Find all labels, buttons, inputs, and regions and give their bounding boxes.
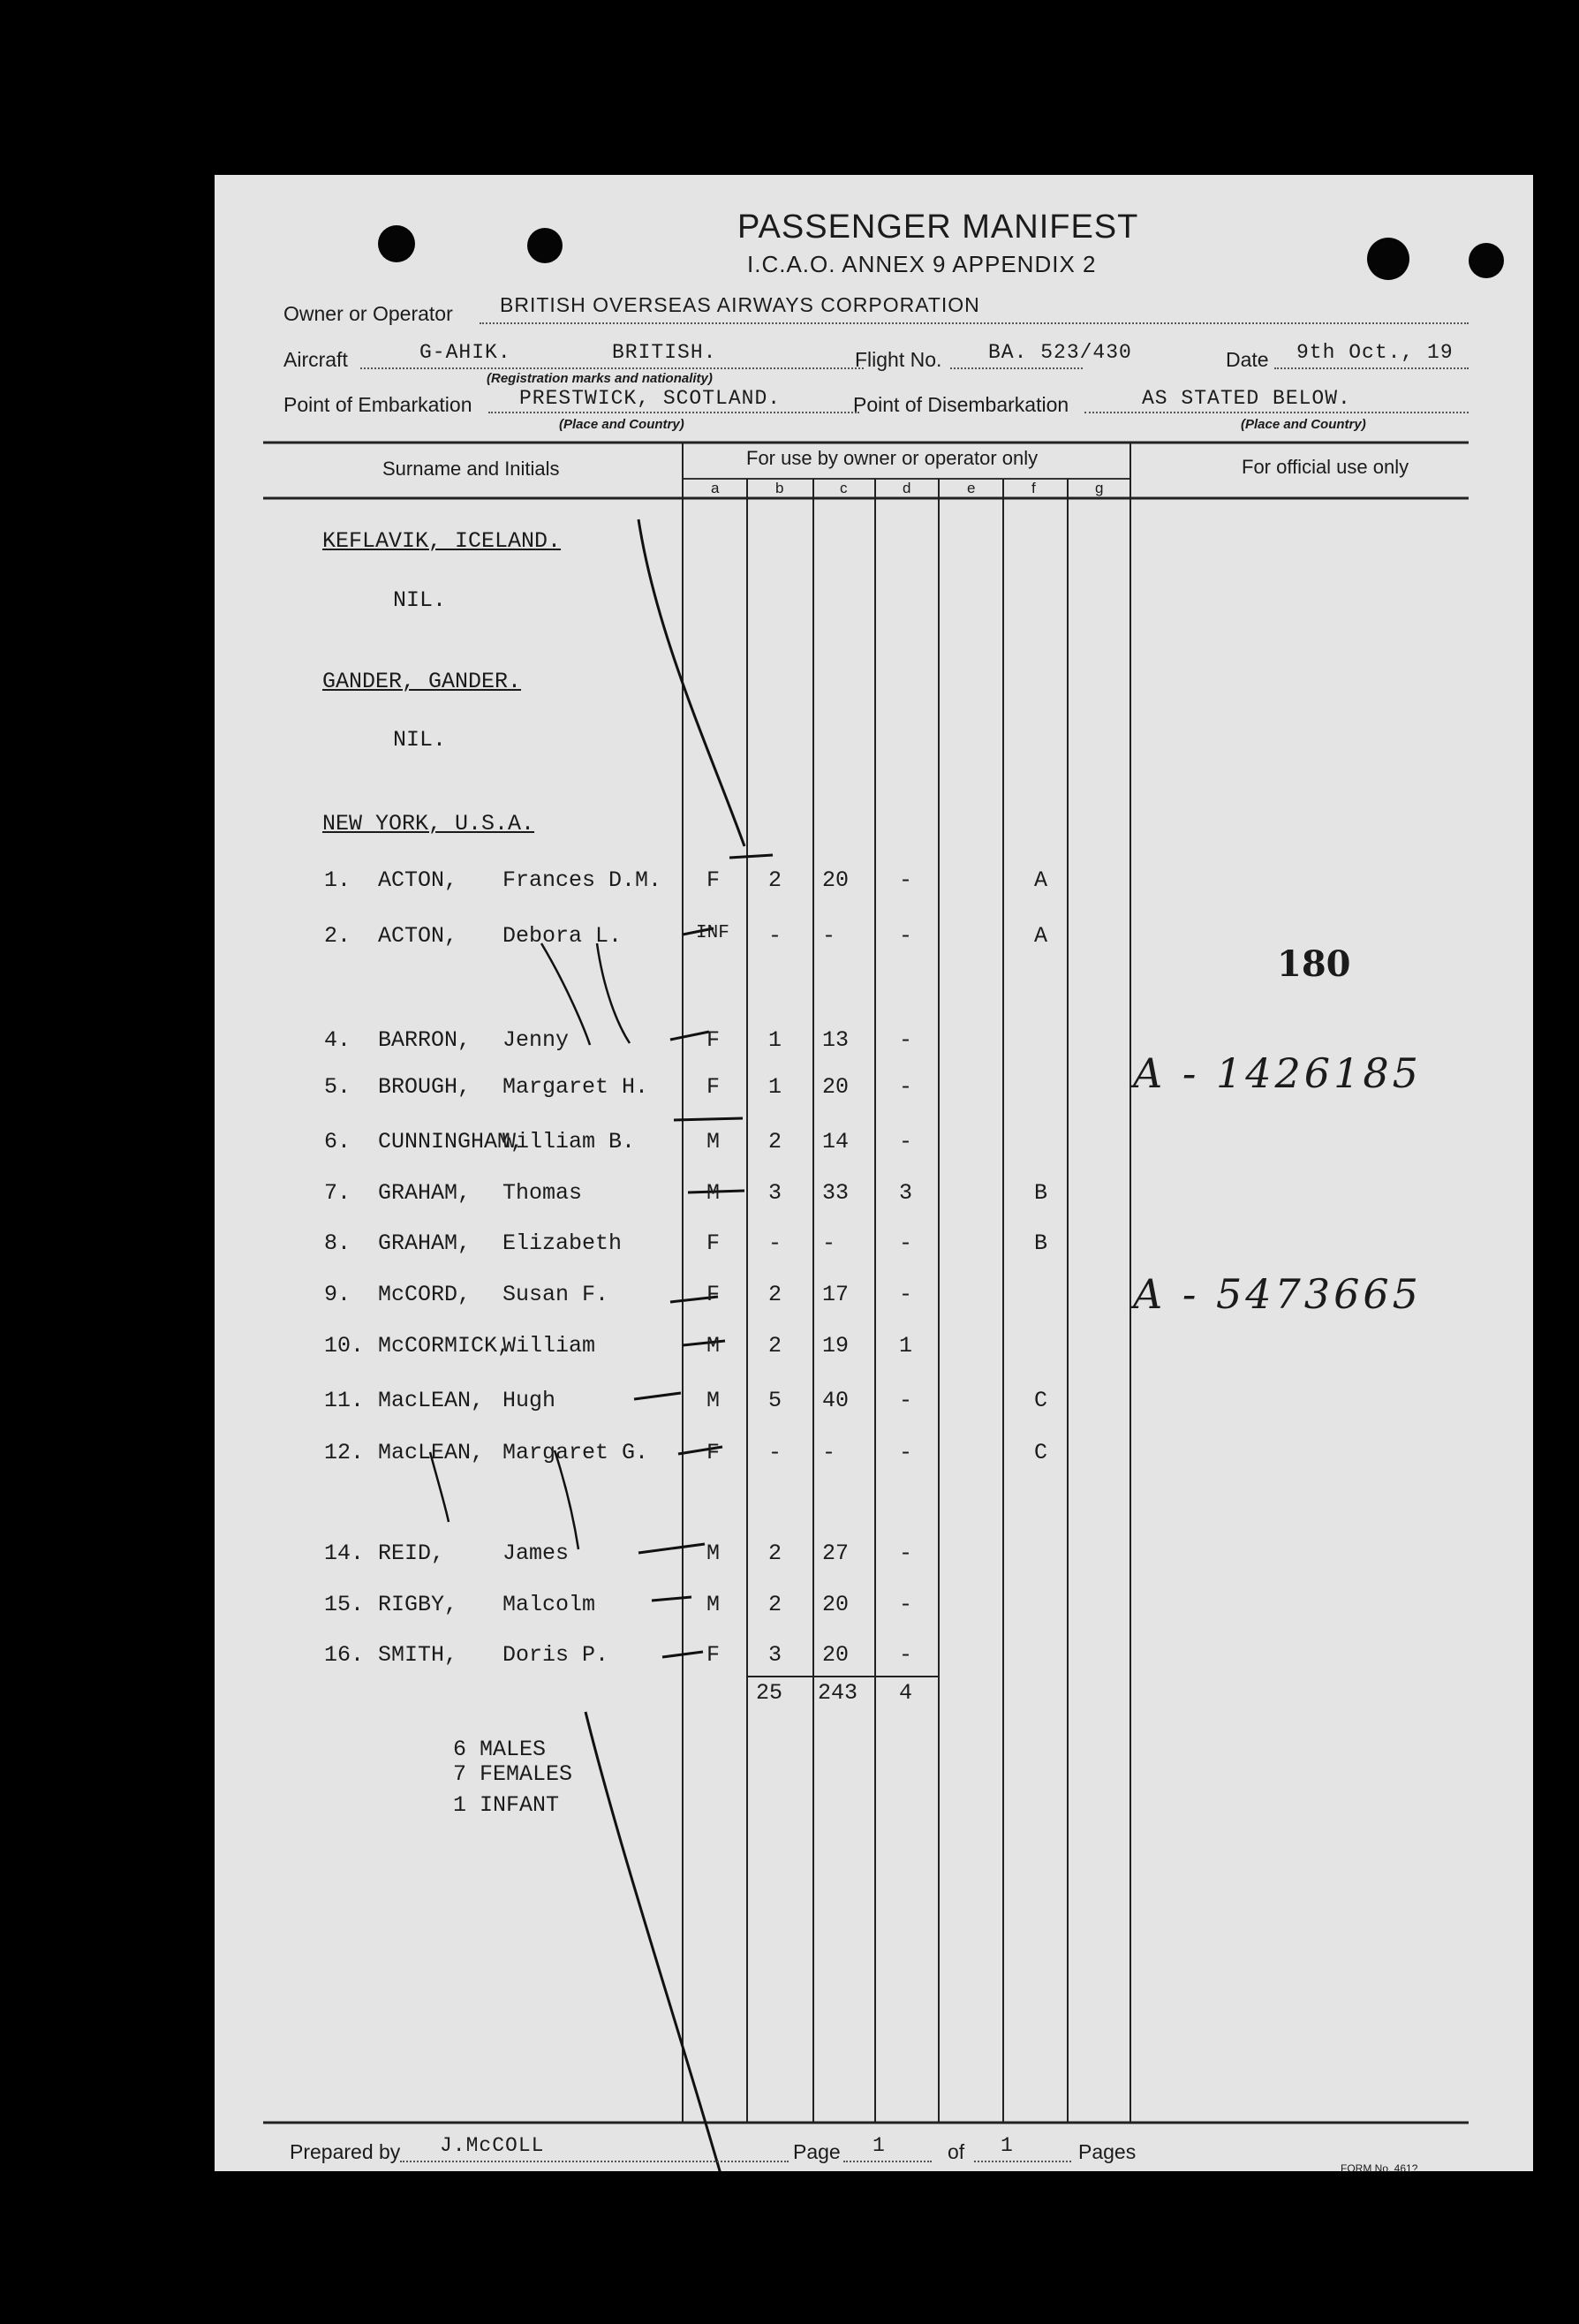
passenger-surname: McCORMICK, xyxy=(378,1333,511,1359)
page-line xyxy=(843,2161,932,2162)
passenger-col-c: 20 xyxy=(822,1642,850,1668)
form-subtitle: I.C.A.O. ANNEX 9 APPENDIX 2 xyxy=(747,251,1097,277)
passenger-col-a: F xyxy=(706,1642,721,1668)
form-number: FORM No. 461? xyxy=(1341,2162,1418,2175)
passenger-number: 16. xyxy=(324,1642,365,1668)
handwritten-reference-2: A - 5473665 xyxy=(1133,1270,1422,1318)
passenger-col-d: 1 xyxy=(899,1333,913,1359)
passenger-col-d: - xyxy=(899,867,913,893)
passenger-col-a: F xyxy=(706,1230,721,1256)
passenger-col-a: F xyxy=(706,1440,721,1465)
passenger-surname: MacLEAN, xyxy=(378,1388,485,1413)
passenger-col-b: 2 xyxy=(768,1592,782,1617)
passenger-col-a: M xyxy=(706,1180,721,1206)
col-header-d: d xyxy=(903,480,911,496)
passenger-col-d: - xyxy=(899,1027,913,1053)
date-label: Date xyxy=(1226,348,1269,371)
summary-males: 6 MALES xyxy=(453,1737,547,1762)
owner-value: BRITISH OVERSEAS AIRWAYS CORPORATION xyxy=(500,293,980,316)
passenger-col-c: - xyxy=(822,1440,836,1465)
passenger-given-name: William xyxy=(502,1333,596,1359)
passenger-col-f: A xyxy=(1034,923,1048,949)
passenger-col-d: - xyxy=(899,1541,913,1566)
passenger-surname: BARRON, xyxy=(378,1027,472,1053)
passenger-given-name: Debora L. xyxy=(502,923,623,949)
passenger-surname: REID, xyxy=(378,1541,445,1566)
passenger-col-b: 2 xyxy=(768,1282,782,1307)
passenger-col-b: - xyxy=(768,1440,782,1465)
handwritten-reference-1: A - 1426185 xyxy=(1133,1049,1422,1097)
passenger-col-c: 20 xyxy=(822,1074,850,1100)
passenger-col-d: 3 xyxy=(899,1180,913,1206)
passenger-col-d: - xyxy=(899,1129,913,1154)
passenger-given-name: Susan F. xyxy=(502,1282,609,1307)
passenger-surname: CUNNINGHAM, xyxy=(378,1129,525,1154)
passenger-given-name: Elizabeth xyxy=(502,1230,623,1256)
passenger-col-c: - xyxy=(822,1230,836,1256)
passenger-col-c: - xyxy=(822,923,836,949)
destination-keflavik: KEFLAVIK, ICELAND. xyxy=(322,528,562,554)
page-value: 1 xyxy=(873,2134,886,2157)
destination-gander: GANDER, GANDER. xyxy=(322,669,522,694)
passenger-col-b: 1 xyxy=(768,1027,782,1053)
passenger-surname: MacLEAN, xyxy=(378,1440,485,1465)
passenger-col-b: - xyxy=(768,923,782,949)
destination-keflavik-note: NIL. xyxy=(393,587,447,613)
flight-value: BA. 523/430 xyxy=(988,341,1132,364)
passenger-col-b: 5 xyxy=(768,1388,782,1413)
passenger-col-c: 13 xyxy=(822,1027,850,1053)
passenger-col-d: - xyxy=(899,923,913,949)
passenger-col-d: - xyxy=(899,1074,913,1100)
passenger-given-name: Hugh xyxy=(502,1388,556,1413)
col-header-f: f xyxy=(1031,480,1036,496)
passenger-surname: BROUGH, xyxy=(378,1074,472,1100)
passenger-col-b: 2 xyxy=(768,1129,782,1154)
passenger-number: 4. xyxy=(324,1027,351,1053)
passenger-col-a: F xyxy=(706,867,721,893)
passenger-given-name: Frances D.M. xyxy=(502,867,662,893)
passenger-number: 8. xyxy=(324,1230,351,1256)
passenger-number: 2. xyxy=(324,923,351,949)
passenger-col-b: 3 xyxy=(768,1642,782,1668)
embarkation-caption: (Place and Country) xyxy=(559,417,684,432)
summary-females: 7 FEMALES xyxy=(453,1761,573,1787)
passenger-surname: GRAHAM, xyxy=(378,1230,472,1256)
passenger-col-f: A xyxy=(1034,867,1048,893)
passenger-col-b: 3 xyxy=(768,1180,782,1206)
embarkation-value: PRESTWICK, SCOTLAND. xyxy=(519,387,782,410)
passenger-surname: GRAHAM, xyxy=(378,1180,472,1206)
passenger-col-a: INF xyxy=(696,923,729,943)
prepared-label: Prepared by xyxy=(290,2140,401,2163)
passenger-col-f: C xyxy=(1034,1388,1048,1413)
passenger-col-d: - xyxy=(899,1230,913,1256)
owner-label: Owner or Operator xyxy=(283,302,453,325)
date-value: 9th Oct., 19 xyxy=(1296,341,1454,364)
passenger-col-a: M xyxy=(706,1388,721,1413)
col-header-b: b xyxy=(775,480,784,496)
passenger-col-c: 27 xyxy=(822,1541,850,1566)
page-label: Page xyxy=(793,2140,841,2163)
prepared-value: J.McCOLL xyxy=(440,2134,545,2157)
owner-use-header: For use by owner or operator only xyxy=(746,447,1039,469)
passenger-surname: ACTON, xyxy=(378,867,458,893)
summary-infant: 1 INFANT xyxy=(453,1792,560,1818)
passenger-col-d: - xyxy=(899,1642,913,1668)
passenger-col-d: - xyxy=(899,1388,913,1413)
passenger-col-f: B xyxy=(1034,1180,1048,1206)
total-b: 25 xyxy=(756,1680,783,1706)
passenger-col-d: - xyxy=(899,1282,913,1307)
flight-label: Flight No. xyxy=(855,348,942,371)
col-header-g: g xyxy=(1095,480,1104,496)
prepared-line xyxy=(400,2161,789,2162)
aircraft-caption: (Registration marks and nationality) xyxy=(487,371,713,386)
aircraft-label: Aircraft xyxy=(283,348,348,371)
disembarkation-label: Point of Disembarkation xyxy=(853,393,1069,416)
passenger-col-c: 14 xyxy=(822,1129,850,1154)
passenger-number: 9. xyxy=(324,1282,351,1307)
passenger-col-d: - xyxy=(899,1440,913,1465)
passenger-col-f: C xyxy=(1034,1440,1048,1465)
passenger-col-a: M xyxy=(706,1541,721,1566)
passenger-surname: McCORD, xyxy=(378,1282,472,1307)
embarkation-label: Point of Embarkation xyxy=(283,393,472,416)
manifest-page xyxy=(215,175,1533,2175)
passenger-col-c: 19 xyxy=(822,1333,850,1359)
passenger-col-b: 1 xyxy=(768,1074,782,1100)
passenger-col-c: 20 xyxy=(822,1592,850,1617)
passenger-number: 6. xyxy=(324,1129,351,1154)
passenger-col-d: - xyxy=(899,1592,913,1617)
total-d: 4 xyxy=(899,1680,913,1706)
passenger-col-c: 40 xyxy=(822,1388,850,1413)
col-header-c: c xyxy=(840,480,848,496)
pages-label: Pages xyxy=(1078,2140,1137,2163)
passenger-col-a: M xyxy=(706,1333,721,1359)
passenger-given-name: Malcolm xyxy=(502,1592,596,1617)
destination-gander-note: NIL. xyxy=(393,727,447,753)
official-stamp-number: 180 xyxy=(1277,943,1351,985)
aircraft-nationality: BRITISH. xyxy=(612,341,717,364)
passenger-given-name: Margaret H. xyxy=(502,1074,649,1100)
passenger-given-name: Doris P. xyxy=(502,1642,609,1668)
total-c: 243 xyxy=(818,1680,858,1706)
passenger-number: 14. xyxy=(324,1541,365,1566)
form-title: PASSENGER MANIFEST xyxy=(737,208,1139,246)
official-use-header: For official use only xyxy=(1242,456,1409,478)
aircraft-registration: G-AHIK. xyxy=(419,341,511,364)
passenger-number: 15. xyxy=(324,1592,365,1617)
surname-header: Surname and Initials xyxy=(382,458,560,480)
passenger-given-name: James xyxy=(502,1541,570,1566)
disembarkation-caption: (Place and Country) xyxy=(1241,417,1366,432)
passenger-number: 10. xyxy=(324,1333,365,1359)
of-label: of xyxy=(948,2140,965,2163)
passenger-col-b: 2 xyxy=(768,867,782,893)
passenger-given-name: Jenny xyxy=(502,1027,570,1053)
passenger-number: 11. xyxy=(324,1388,365,1413)
passenger-surname: SMITH, xyxy=(378,1642,458,1668)
passenger-col-c: 20 xyxy=(822,867,850,893)
passenger-col-a: F xyxy=(706,1027,721,1053)
destination-new-york: NEW YORK, U.S.A. xyxy=(322,811,535,836)
passenger-given-name: William B. xyxy=(502,1129,636,1154)
passenger-surname: RIGBY, xyxy=(378,1592,458,1617)
passenger-col-b: 2 xyxy=(768,1541,782,1566)
disembarkation-value: AS STATED BELOW. xyxy=(1142,387,1351,410)
passenger-number: 12. xyxy=(324,1440,365,1465)
passenger-number: 1. xyxy=(324,867,351,893)
passenger-given-name: Margaret G. xyxy=(502,1440,649,1465)
passenger-col-a: M xyxy=(706,1129,721,1154)
passenger-surname: ACTON, xyxy=(378,923,458,949)
col-header-a: a xyxy=(711,480,720,496)
passenger-col-c: 33 xyxy=(822,1180,850,1206)
passenger-col-c: 17 xyxy=(822,1282,850,1307)
of-value: 1 xyxy=(1001,2134,1014,2157)
passenger-given-name: Thomas xyxy=(502,1180,583,1206)
col-header-e: e xyxy=(967,480,976,496)
passenger-col-a: F xyxy=(706,1074,721,1100)
passenger-number: 7. xyxy=(324,1180,351,1206)
passenger-col-b: - xyxy=(768,1230,782,1256)
passenger-number: 5. xyxy=(324,1074,351,1100)
passenger-col-a: F xyxy=(706,1282,721,1307)
of-line xyxy=(974,2161,1071,2162)
passenger-col-a: M xyxy=(706,1592,721,1617)
passenger-col-b: 2 xyxy=(768,1333,782,1359)
passenger-col-f: B xyxy=(1034,1230,1048,1256)
